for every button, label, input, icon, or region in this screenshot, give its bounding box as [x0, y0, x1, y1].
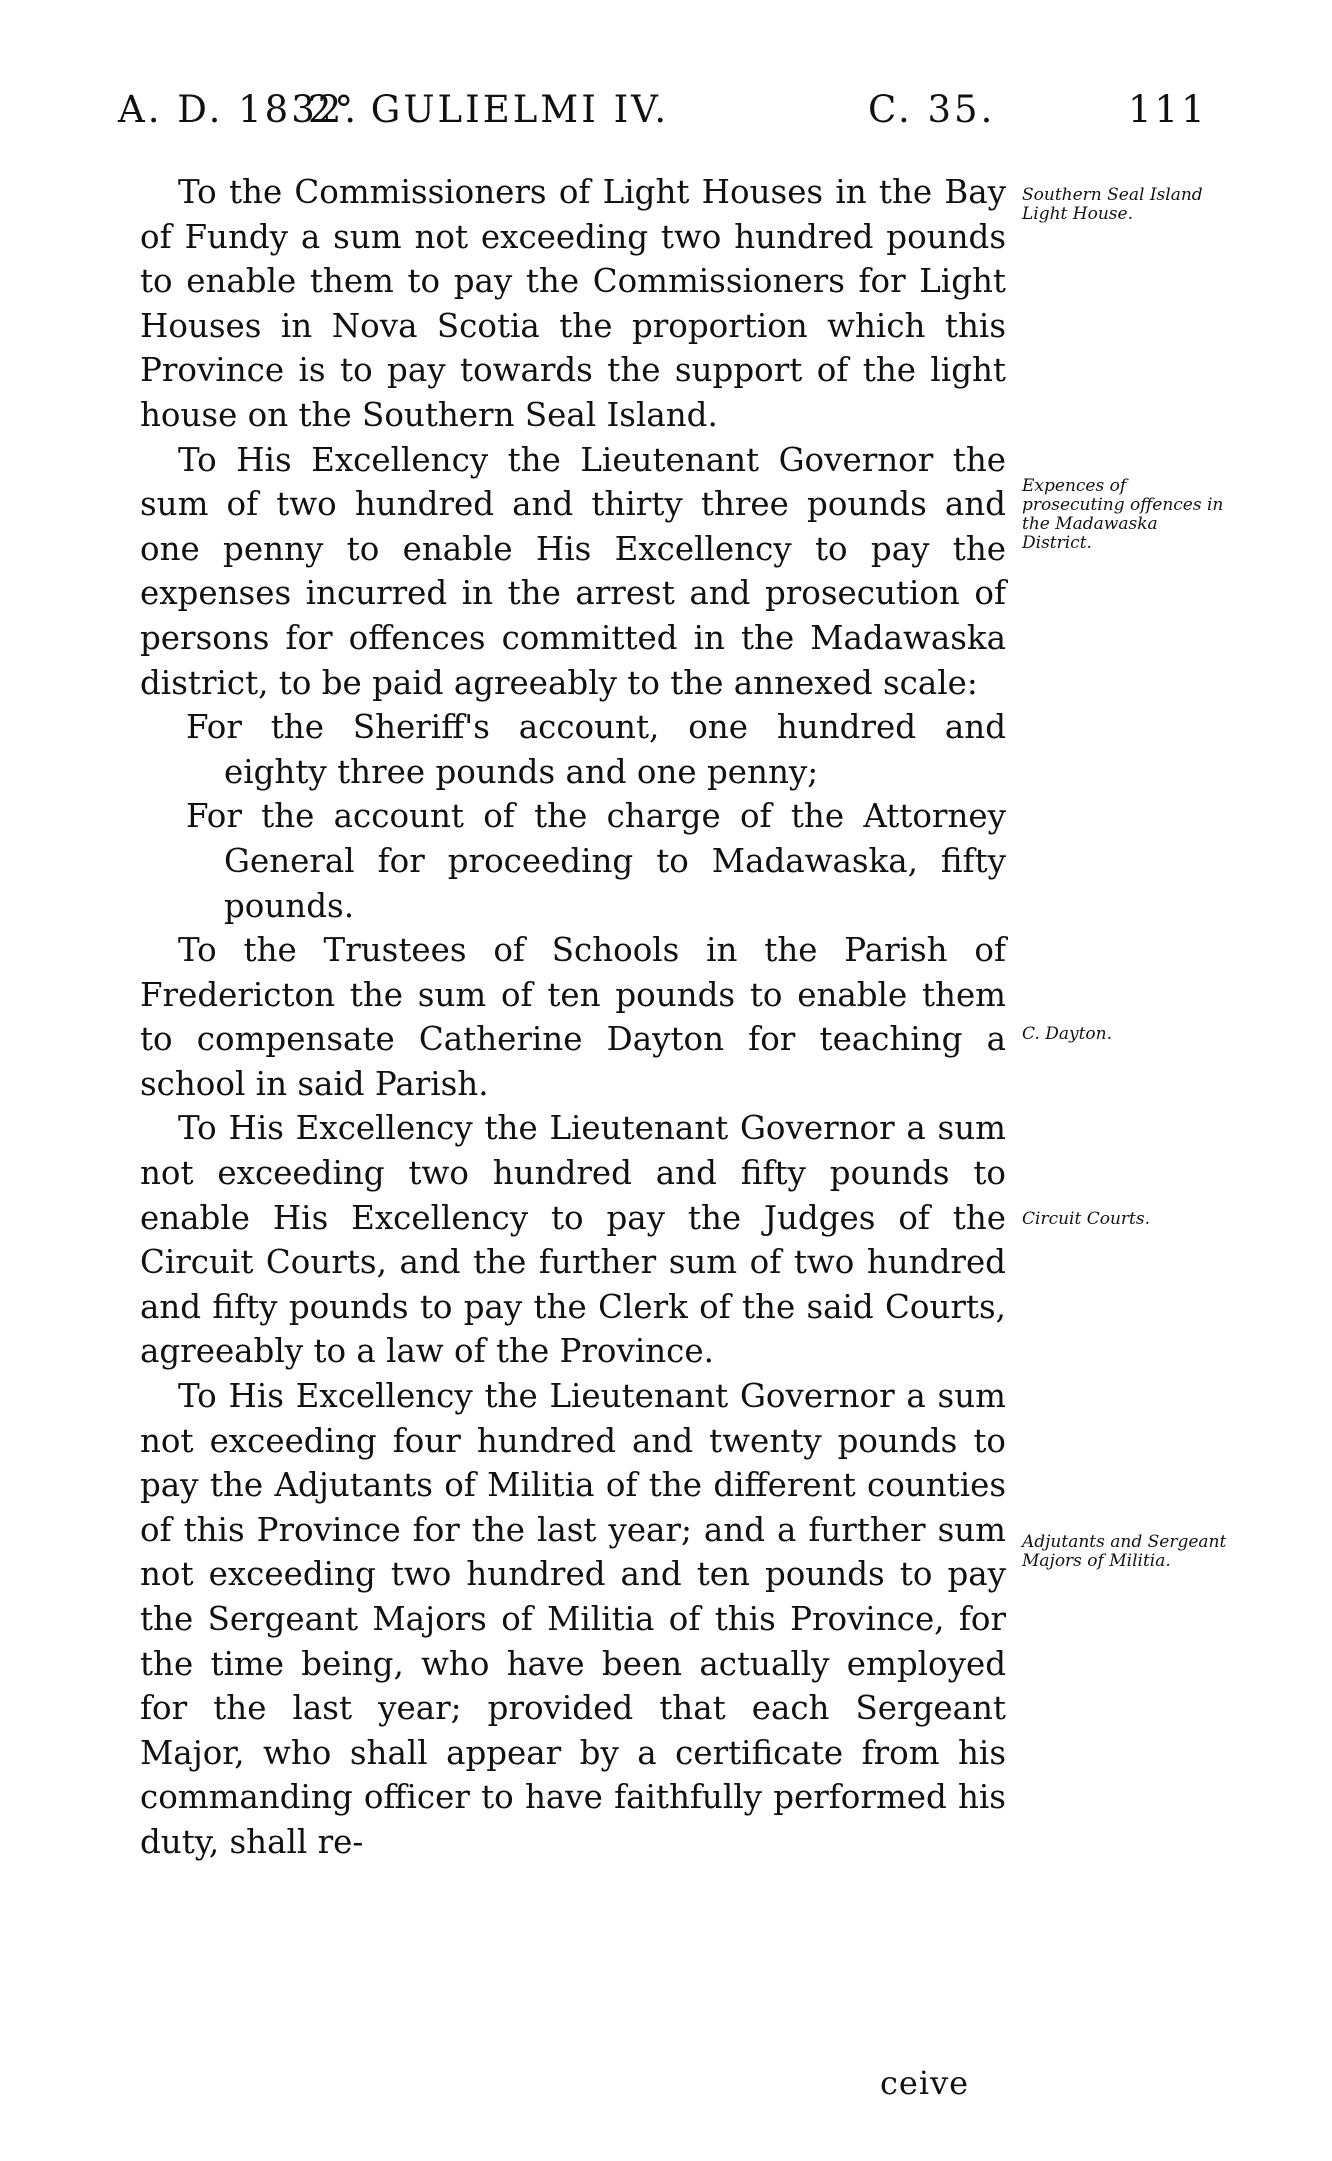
margin-note-seal-island: Southern Seal Island Light House. [1022, 185, 1203, 224]
running-head-year: A. D. 1832. [118, 88, 360, 131]
margin-note-madawaska: Expences of prosecuting offences in the Madawaska District. [1022, 476, 1224, 553]
scale-item-sheriff: For the Sheriff's account, one hundred and eighty three pounds and one penny; [186, 708, 1006, 791]
margin-note-militia: Adjutants and Sergeant Majors of Militia. [1022, 1532, 1227, 1571]
running-head-chapter: C. 35. [868, 88, 996, 131]
paragraph-militia-adjutants: To His Excellency the Lieutenant Governor a sum not exceeding four hundred and twenty pounds to pay the Adjutants of Militia of the different counties of this Province for the last year; and a further sum not exceeding two hundred and ten pounds to pay the Sergeant Majors of Militia of this Province, for the time being, who have been actually employed for the last year; provided that each Sergeant Major, who shall appear by a certificate from his commanding officer to have faithfully performed his duty, shall re- [140, 1377, 1006, 1861]
margin-note-circuit-courts: Circuit Courts. [1022, 1209, 1150, 1229]
scale-item-attorney-general: For the account of the charge of the Attorney General for proceeding to Madawaska, fifty pounds. [186, 797, 1006, 925]
paragraph-circuit-courts: To His Excellency the Lieutenant Governor a sum not exceeding two hundred and fifty pounds to enable His Excellency to pay the Judges of the Circuit Courts, and the further sum of two hundred and fifty pounds to pay the Clerk of the said Courts, agreeably to a law of the Province. [140, 1109, 1006, 1371]
running-head-reign: 2° GULIELMI IV. [308, 88, 670, 131]
margin-note-dayton: C. Dayton. [1022, 1024, 1112, 1044]
paragraph-catherine-dayton: To the Trustees of Schools in the Parish of Fredericton the sum of ten pounds to enable them to compensate Catherine Dayton for teaching a school in said Parish. [140, 931, 1006, 1103]
body-text [140, 170, 1006, 1865]
page-number: 111 [1128, 88, 1208, 131]
running-head [118, 88, 1218, 138]
catchword: ceive [880, 2064, 970, 2102]
paragraph-madawaska-expenses: To His Excellency the Lieutenant Governor the sum of two hundred and thirty three pounds and one penny to enable His Excellency to pay the expenses incurred in the arrest and prosecution of persons for offences committed in the Madawaska district, to be paid agreeably to the annexed scale: [140, 440, 1006, 702]
paragraph-seal-island-light-house: To the Commissioners of Light Houses in the Bay of Fundy a sum not exceeding two hundred pounds to enable them to pay the Commissioners for Light Houses in Nova Scotia the proportion which this Province is to pay towards the support of the light house on the Southern Seal Island. [140, 173, 1006, 434]
